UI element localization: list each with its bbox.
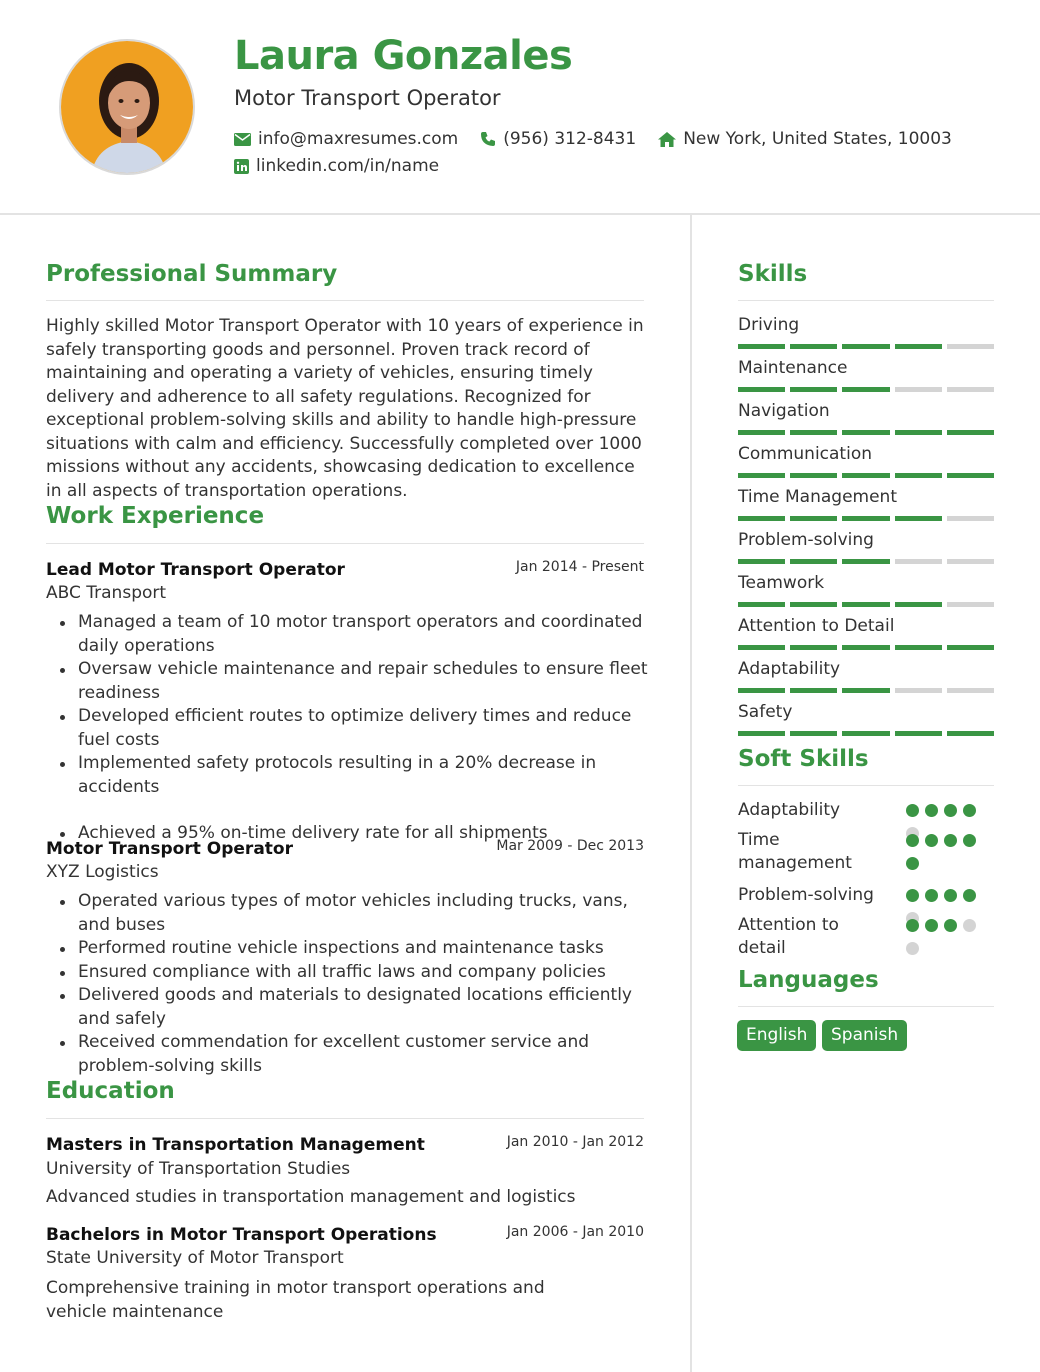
soft-skills-rule (738, 785, 994, 786)
bullet-item: Performed routine vehicle inspections and maintenance tasks (78, 937, 648, 961)
job-company: ABC Transport (46, 583, 167, 603)
rating-dot (906, 857, 919, 870)
skills-heading: Skills (738, 261, 808, 287)
email-text: info@maxresumes.com (258, 129, 459, 149)
location-text: New York, United States, 10003 (683, 129, 952, 149)
bullet-item: Managed a team of 10 motor transport operators and coordinated daily operations (78, 611, 648, 658)
skill-level-segment (738, 645, 785, 650)
rating-dot (925, 919, 938, 932)
linkedin-text: linkedin.com/in/name (256, 156, 440, 176)
skill-level-segment (842, 430, 889, 435)
skill-level-segment (842, 387, 889, 392)
contact-linkedin[interactable] (234, 156, 439, 176)
skill-level-segment (947, 645, 994, 650)
rating-dot (944, 919, 957, 932)
skill-level-segment (947, 559, 994, 564)
skill-level-segment (842, 516, 889, 521)
skill-level-segment (790, 645, 837, 650)
experience-heading: Work Experience (46, 503, 265, 529)
skill-level-segment (947, 688, 994, 693)
skill-level-segment (790, 473, 837, 478)
skill-level-segment (947, 344, 994, 349)
skill-level-segment (790, 731, 837, 736)
degree-title: Masters in Transportation Management (46, 1135, 425, 1155)
resume-header (0, 0, 1040, 215)
skill-level-segment (947, 430, 994, 435)
education-rule (46, 1118, 644, 1119)
summary-text: Highly skilled Motor Transport Operator with 10 years of experience in safely transporting goods and personnel. Proven track record of maintaining and operating a variety of vehicles, ensuring timely delivery and adherence to all safety regulations. Recognized for exceptional problem-solving skills and ability to handle high-pressure situations with calm and efficiency. Successfully completed over 1000 missions without any accidents, showcasing dedication to excellence in all aspects of transportation operations. (46, 316, 644, 501)
contact-email[interactable] (234, 129, 458, 149)
skill-level-segment (895, 387, 942, 392)
soft-skill-name: Problem-solving (738, 885, 874, 905)
skill-level-segment (895, 731, 942, 736)
summary-rule (46, 300, 644, 301)
skill-level-segment (842, 344, 889, 349)
skill-name: Adaptability (738, 659, 841, 679)
degree-date: Jan 2006 - Jan 2010 (506, 1224, 644, 1240)
languages-rule (738, 1006, 994, 1007)
skill-level-segment (895, 430, 942, 435)
education-heading: Education (46, 1078, 175, 1104)
profile-photo (59, 39, 195, 175)
language-badge: English (737, 1020, 816, 1051)
skill-level-bar (738, 344, 994, 349)
skill-level-segment (842, 731, 889, 736)
skill-name: Problem-solving (738, 530, 874, 550)
skill-name: Communication (738, 444, 872, 464)
skill-level-bar (738, 602, 994, 607)
job-date: Jan 2014 - Present (515, 559, 644, 575)
phone-icon (480, 131, 496, 147)
skill-level-segment (790, 602, 837, 607)
degree-description: Advanced studies in transportation management and logistics (46, 1187, 576, 1207)
degree-date: Jan 2010 - Jan 2012 (506, 1134, 644, 1150)
bullet-item: Implemented safety protocols resulting in a 20% decrease in accidents (78, 752, 648, 799)
job-title: Motor Transport Operator (46, 839, 293, 859)
school-name: State University of Motor Transport (46, 1248, 344, 1268)
skill-level-bar (738, 559, 994, 564)
skill-level-segment (738, 430, 785, 435)
job-bullets (78, 611, 648, 846)
column-divider (690, 215, 692, 1372)
phone-text: (956) 312-8431 (503, 129, 637, 149)
rating-dot (944, 804, 957, 817)
skill-level-segment (842, 645, 889, 650)
rating-dot (906, 942, 919, 955)
skill-level-segment (895, 516, 942, 521)
skills-rule (738, 300, 994, 301)
skill-name: Driving (738, 315, 800, 335)
rating-dot (963, 804, 976, 817)
bullet-item: Received commendation for excellent customer service and problem-solving skills (78, 1031, 648, 1078)
skill-level-segment (947, 516, 994, 521)
soft-skills-heading: Soft Skills (738, 746, 869, 772)
job-company: XYZ Logistics (46, 862, 159, 882)
bullet-item: Achieved a 95% on-time delivery rate for all shipments (78, 822, 648, 846)
candidate-title: Motor Transport Operator (234, 86, 501, 110)
summary-heading: Professional Summary (46, 261, 338, 287)
contact-location (658, 129, 952, 149)
skill-level-segment (842, 688, 889, 693)
skill-level-segment (947, 602, 994, 607)
rating-dot (925, 834, 938, 847)
rating-dot (944, 834, 957, 847)
school-name: University of Transportation Studies (46, 1159, 351, 1179)
rating-dot (906, 834, 919, 847)
contact-row-secondary (234, 156, 461, 176)
skill-level-segment (790, 516, 837, 521)
rating-dot (906, 889, 919, 902)
contact-row-primary (234, 129, 974, 149)
skill-name: Attention to Detail (738, 616, 895, 636)
job-date: Mar 2009 - Dec 2013 (496, 838, 644, 854)
skill-level-segment (738, 516, 785, 521)
skill-level-bar (738, 430, 994, 435)
linkedin-icon (234, 159, 249, 174)
bullet-item: Ensured compliance with all traffic laws and company policies (78, 961, 648, 985)
skill-level-segment (947, 473, 994, 478)
skill-level-segment (895, 645, 942, 650)
skill-level-segment (790, 559, 837, 564)
rating-dot (925, 889, 938, 902)
skill-level-bar (738, 731, 994, 736)
skill-level-segment (790, 688, 837, 693)
skill-name: Teamwork (738, 573, 825, 593)
job-title: Lead Motor Transport Operator (46, 560, 345, 580)
rating-dot (925, 804, 938, 817)
rating-dot (906, 919, 919, 932)
rating-dot (906, 804, 919, 817)
skill-level-segment (895, 473, 942, 478)
soft-skill-name: Adaptability (738, 800, 841, 820)
envelope-icon (234, 133, 251, 146)
skill-level-segment (738, 559, 785, 564)
degree-title: Bachelors in Motor Transport Operations (46, 1225, 437, 1245)
skill-level-segment (895, 344, 942, 349)
skill-level-segment (947, 387, 994, 392)
skill-level-segment (790, 430, 837, 435)
bullet-item: Delivered goods and materials to designated locations efficiently and safely (78, 984, 648, 1031)
skill-level-bar (738, 645, 994, 650)
skill-level-segment (790, 344, 837, 349)
bullet-item: Developed efficient routes to optimize delivery times and reduce fuel costs (78, 705, 648, 752)
skill-level-bar (738, 473, 994, 478)
rating-dot (944, 889, 957, 902)
skill-level-segment (738, 688, 785, 693)
language-badge: Spanish (822, 1020, 907, 1051)
skill-level-segment (895, 559, 942, 564)
skill-level-segment (947, 731, 994, 736)
candidate-name: Laura Gonzales (234, 33, 573, 79)
bullet-item: Oversaw vehicle maintenance and repair schedules to ensure fleet readiness (78, 658, 648, 705)
soft-skill-name: Attention to detail (738, 915, 839, 958)
soft-skill-rating (906, 834, 986, 870)
skill-level-segment (790, 387, 837, 392)
skill-level-segment (842, 602, 889, 607)
skill-level-segment (738, 344, 785, 349)
soft-skill-name: Time management (738, 830, 852, 873)
skill-level-bar (738, 688, 994, 693)
skill-name: Time Management (738, 487, 897, 507)
contact-phone[interactable] (480, 129, 636, 149)
skill-level-segment (842, 473, 889, 478)
skill-level-segment (895, 602, 942, 607)
skill-level-segment (842, 559, 889, 564)
skill-name: Safety (738, 702, 793, 722)
skill-level-bar (738, 387, 994, 392)
skill-name: Navigation (738, 401, 830, 421)
experience-rule (46, 543, 644, 544)
skill-name: Maintenance (738, 358, 848, 378)
languages-heading: Languages (738, 967, 879, 993)
job-bullets (78, 890, 648, 1078)
bullet-item: Operated various types of motor vehicles including trucks, vans, and buses (78, 890, 648, 937)
soft-skill-rating (906, 919, 986, 955)
home-icon (658, 132, 676, 147)
rating-dot (963, 834, 976, 847)
rating-dot (963, 919, 976, 932)
skill-level-segment (738, 602, 785, 607)
degree-description: Comprehensive training in motor transport operations and vehicle maintenance (46, 1278, 545, 1322)
skill-level-segment (738, 473, 785, 478)
skill-level-bar (738, 516, 994, 521)
rating-dot (963, 889, 976, 902)
skill-level-segment (738, 387, 785, 392)
skill-level-segment (738, 731, 785, 736)
skill-level-segment (895, 688, 942, 693)
